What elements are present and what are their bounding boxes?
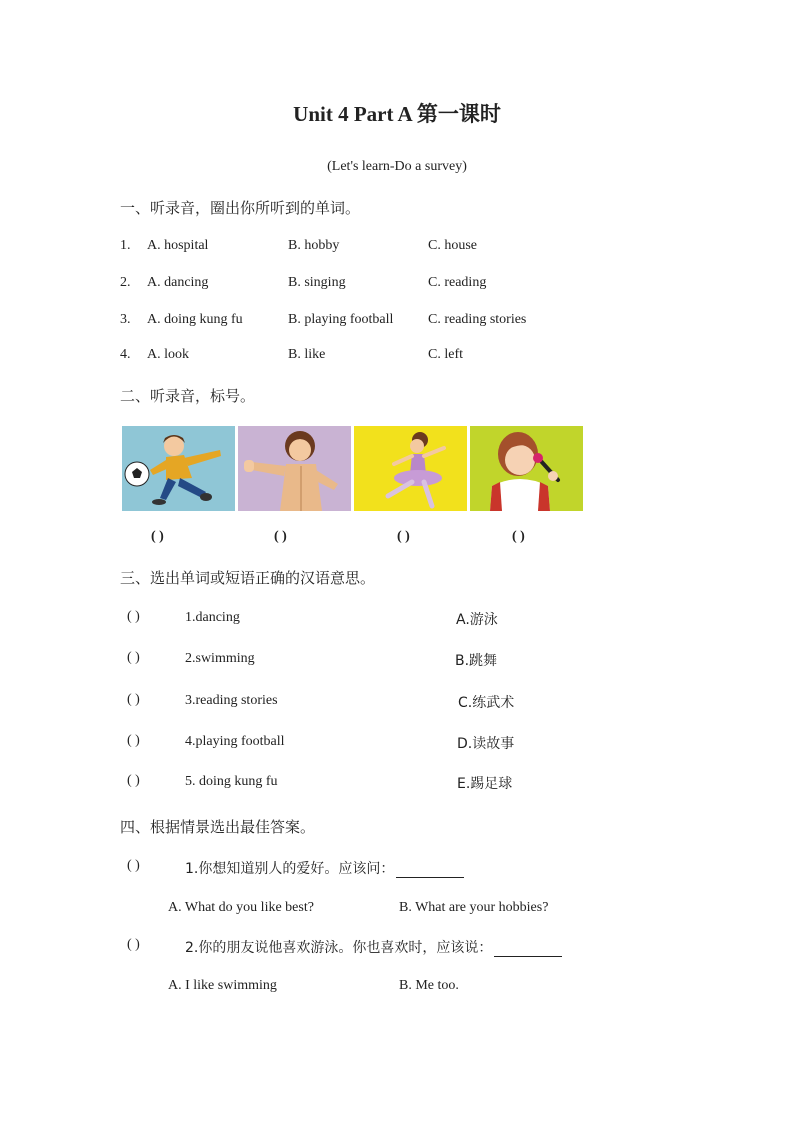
s3-row-5-item: 5. doing kung fu [185, 774, 278, 789]
q1-answer-blank[interactable] [396, 863, 464, 878]
s1-row-2-option-c[interactable]: C. reading [428, 275, 487, 290]
s3-row-3-answer-paren[interactable]: ( ) [127, 692, 140, 707]
q1-question-text: 1.你想知道别人的爱好。应该问： [185, 861, 395, 877]
section-3-heading: 三、选出单词或短语正确的汉语意思。 [120, 569, 376, 587]
girl-dancing-icon [354, 426, 467, 511]
section-4-heading: 四、根据情景选出最佳答案。 [120, 818, 316, 836]
s1-row-1-num: 1. [120, 238, 131, 253]
s1-row-1-option-c[interactable]: C. house [428, 238, 477, 253]
s1-row-2-option-a[interactable]: A. dancing [147, 275, 209, 290]
s1-row-3-num: 3. [120, 312, 131, 327]
q1-answer-paren[interactable]: ( ) [127, 858, 140, 873]
picture-4-answer-blank[interactable]: ( ) [512, 529, 525, 544]
page-title: Unit 4 Part A 第一课时 [293, 102, 501, 126]
s1-row-1-option-a[interactable]: A. hospital [147, 238, 209, 253]
s1-row-2-option-b[interactable]: B. singing [288, 275, 346, 290]
s1-row-3-option-c[interactable]: C. reading stories [428, 312, 527, 327]
s3-row-4-answer-paren[interactable]: ( ) [127, 733, 140, 748]
picture-2-answer-blank[interactable]: ( ) [274, 529, 287, 544]
s3-row-5-option: E.踢足球 [457, 776, 513, 792]
section-1-heading: 一、听录音，圈出你所听到的单词。 [120, 199, 361, 217]
s3-row-4-item: 4.playing football [185, 734, 285, 749]
q1-question [185, 858, 464, 878]
s1-row-4-num: 4. [120, 347, 131, 362]
picture-1-answer-blank[interactable]: ( ) [151, 529, 164, 544]
s3-row-3-item: 3.reading stories [185, 693, 278, 708]
s3-row-3-option: C.练武术 [458, 695, 515, 711]
q2-answer-paren[interactable]: ( ) [127, 937, 140, 952]
q1-option-b[interactable]: B. What are your hobbies? [399, 900, 549, 915]
s1-row-4-option-a[interactable]: A. look [147, 347, 189, 362]
s1-row-4-option-c[interactable]: C. left [428, 347, 463, 362]
boy-singing-icon [470, 426, 583, 511]
q1-option-a[interactable]: A. What do you like best? [168, 900, 314, 915]
s1-row-3-option-b[interactable]: B. playing football [288, 312, 394, 327]
q2-option-b[interactable]: B. Me too. [399, 978, 459, 993]
section-2-heading: 二、听录音，标号。 [120, 387, 256, 405]
page-subtitle: (Let's learn-Do a survey) [327, 159, 467, 174]
s3-row-1-option: A.游泳 [456, 612, 498, 628]
s3-row-1-item: 1.dancing [185, 610, 240, 625]
q2-question [185, 937, 562, 957]
s1-row-2-num: 2. [120, 275, 131, 290]
q2-option-a[interactable]: A. I like swimming [168, 978, 277, 993]
s3-row-4-option: D.读故事 [457, 736, 515, 752]
q2-question-text: 2.你的朋友说他喜欢游泳。你也喜欢时，应该说： [185, 940, 493, 956]
s3-row-2-option: B.跳舞 [455, 653, 498, 669]
boy-kicking-football-icon [122, 426, 235, 511]
s1-row-3-option-a[interactable]: A. doing kung fu [147, 312, 243, 327]
s1-row-4-option-b[interactable]: B. like [288, 347, 326, 362]
s3-row-2-item: 2.swimming [185, 651, 255, 666]
girl-doing-kung-fu-icon [238, 426, 351, 511]
s1-row-1-option-b[interactable]: B. hobby [288, 238, 340, 253]
s3-row-1-answer-paren[interactable]: ( ) [127, 609, 140, 624]
s3-row-5-answer-paren[interactable]: ( ) [127, 773, 140, 788]
s3-row-2-answer-paren[interactable]: ( ) [127, 650, 140, 665]
picture-3-answer-blank[interactable]: ( ) [397, 529, 410, 544]
q2-answer-blank[interactable] [494, 942, 562, 957]
